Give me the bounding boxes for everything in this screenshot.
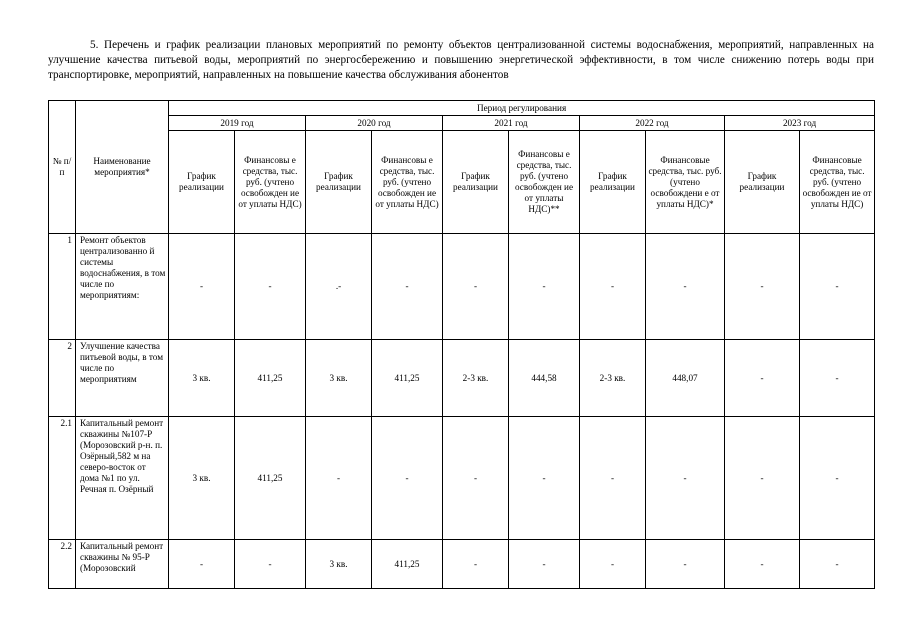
table-cell: 3 кв. (306, 540, 372, 589)
table-cell: - (580, 417, 646, 540)
schedule-header: График реализации (169, 131, 235, 234)
table-cell: - (725, 234, 800, 340)
table-cell: 2-3 кв. (580, 340, 646, 417)
row-name: Капитальный ремонт скважины №107-Р (Морозовский р-н. п. Озёрный,582 м на северо-восток от дома №1 по ул. Речная п. Озёрный (76, 417, 169, 540)
table-cell: - (580, 234, 646, 340)
year-header: 2023 год (725, 116, 875, 131)
table-cell: - (800, 540, 875, 589)
table-cell: - (800, 417, 875, 540)
table-cell: - (235, 234, 306, 340)
finance-header: Финансовы е средства, тыс. руб. (учтено освобожден ие от уплаты НДС) (372, 131, 443, 234)
table-cell: 411,25 (372, 540, 443, 589)
table-row (49, 540, 875, 589)
table-cell: - (646, 417, 725, 540)
table-row (49, 417, 875, 540)
table-cell: - (509, 417, 580, 540)
row-name: Улучшение качества питьевой воды, в том числе по мероприятиям (76, 340, 169, 417)
table-cell: 3 кв. (169, 340, 235, 417)
table-cell: - (646, 234, 725, 340)
table-cell: 411,25 (235, 417, 306, 540)
plan-table (48, 100, 875, 589)
table-cell: - (509, 234, 580, 340)
table-cell: - (443, 540, 509, 589)
year-header: 2019 год (169, 116, 306, 131)
schedule-header: График реализации (725, 131, 800, 234)
table-cell: - (725, 417, 800, 540)
row-name: Ремонт объектов централизованно й системы водоснабжения, в том числе по мероприятиям: (76, 234, 169, 340)
table-cell: - (646, 540, 725, 589)
row-number: 2 (49, 340, 76, 417)
schedule-header: График реализации (306, 131, 372, 234)
col-header-number: № п/п (49, 101, 76, 234)
table-cell: - (800, 234, 875, 340)
table-cell: - (509, 540, 580, 589)
period-header: Период регулирования (169, 101, 875, 116)
finance-header: Финансовые средства, тыс. руб. (учтено освобожден ие от уплаты НДС) (800, 131, 875, 234)
table-cell: 3 кв. (169, 417, 235, 540)
table-cell: 448,07 (646, 340, 725, 417)
table-cell: - (169, 234, 235, 340)
table-cell: - (800, 340, 875, 417)
table-cell: .- (306, 234, 372, 340)
table-cell: - (725, 540, 800, 589)
table-cell: - (306, 417, 372, 540)
table-cell: 444,58 (509, 340, 580, 417)
section-heading: 5. Перечень и график реализации плановых мероприятий по ремонту объектов централизованной системы водоснабжения, мероприятий, направленных на улучшение качества питьевой воды, мероприятий по энергосбережению и повышению энергетической эффективности, в том числе снижению потерь воды при транспортировке, мероприятий, направленных на повышение качества обслуживания абонентов (48, 39, 874, 81)
row-name: Капитальный ремонт скважины № 95-Р (Морозовский (76, 540, 169, 589)
table-cell: - (725, 340, 800, 417)
finance-header: Финансовы е средства, тыс. руб. (учтено освобожден ие от уплаты НДС) (235, 131, 306, 234)
table-cell: - (169, 540, 235, 589)
schedule-header: График реализации (580, 131, 646, 234)
table-cell: - (372, 234, 443, 340)
col-header-name: Наименование мероприятия* (76, 101, 169, 234)
row-number: 2.1 (49, 417, 76, 540)
finance-header: Финансовые средства, тыс. руб. (учтено освобождени е от уплаты НДС)* (646, 131, 725, 234)
table-cell: 411,25 (372, 340, 443, 417)
table-row (49, 340, 875, 417)
table-cell: 3 кв. (306, 340, 372, 417)
table-row (49, 234, 875, 340)
row-number: 2.2 (49, 540, 76, 589)
table-cell: - (443, 234, 509, 340)
year-header: 2022 год (580, 116, 725, 131)
table-cell: - (580, 540, 646, 589)
year-header: 2021 год (443, 116, 580, 131)
table-cell: - (443, 417, 509, 540)
table-cell: - (372, 417, 443, 540)
finance-header: Финансовы е средства, тыс. руб. (учтено освобожден ие от уплаты НДС)** (509, 131, 580, 234)
row-number: 1 (49, 234, 76, 340)
year-header: 2020 год (306, 116, 443, 131)
table-cell: 411,25 (235, 340, 306, 417)
schedule-header: График реализации (443, 131, 509, 234)
table-cell: - (235, 540, 306, 589)
table-cell: 2-3 кв. (443, 340, 509, 417)
